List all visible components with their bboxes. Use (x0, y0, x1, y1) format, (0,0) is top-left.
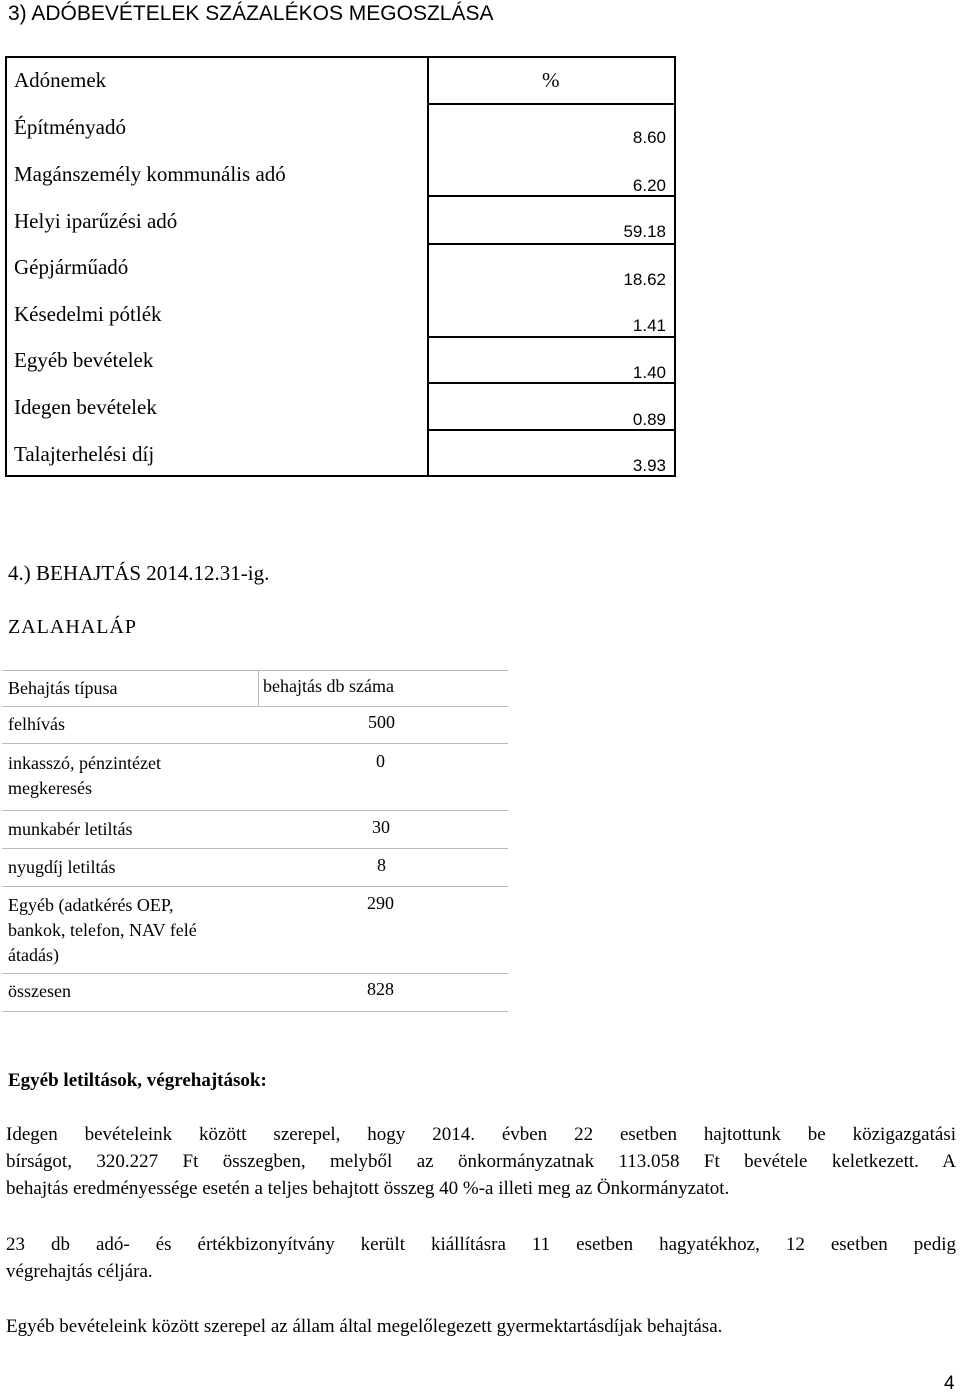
paragraph-foreign-revenue (6, 1121, 956, 1202)
table-row-divider (2, 973, 508, 974)
table-row-divider (2, 848, 508, 849)
tax-type-label: Építményadó (14, 115, 126, 139)
collection-count: 828 (367, 979, 394, 999)
table-header-count: behajtás db száma (263, 676, 394, 696)
table-row-divider (427, 103, 674, 105)
tax-type-label: Idegen bevételek (14, 395, 157, 419)
other-enforcements-heading: Egyéb letiltások, végrehajtások: (8, 1070, 267, 1091)
collection-count: 290 (367, 893, 394, 913)
tax-type-label: Helyi iparűzési adó (14, 209, 178, 233)
paragraph-line: végrehajtás céljára. (6, 1261, 153, 1282)
table-header-type: Behajtás típusa (8, 678, 118, 698)
collection-count: 30 (372, 817, 390, 837)
tax-type-label: Magánszemély kommunális adó (14, 162, 286, 186)
collection-type-line: átadás) (8, 945, 59, 965)
table-row-divider (427, 336, 674, 338)
collection-count: 8 (377, 855, 386, 875)
paragraph-line: Idegen bevételeink között szerepel, hogy 2014. évben 22 esetben hajtottunk be közigazgatási (6, 1124, 956, 1145)
collection-type: felhívás (8, 714, 65, 734)
collection-type-line: megkeresés (8, 778, 92, 798)
paragraph-line: behajtás eredményessége esetén a teljes behajtott összeg 40 %-a illeti meg az Önkormányzatot. (6, 1178, 730, 1199)
tax-percent-value: 0.89 (632, 410, 666, 429)
tax-type-label: Késedelmi pótlék (14, 302, 162, 326)
page-number: 4 (944, 1373, 955, 1394)
paragraph-line: bírságot, 320.227 Ft összegben, melyből az önkormányzatnak 113.058 Ft bevétele keletkezett. A (6, 1151, 956, 1172)
collection-table (2, 670, 508, 1012)
paragraph-child-support (6, 1313, 956, 1340)
tax-percent-value: 1.40 (632, 363, 666, 382)
table-row-divider (2, 743, 508, 744)
table-row-divider (427, 243, 674, 245)
tax-percent-value: 8.60 (632, 128, 666, 147)
tax-percent-value: 59.18 (623, 222, 666, 241)
collection-type-line: inkasszó, pénzintézet (8, 753, 161, 773)
tax-type-label: Talajterhelési díj (14, 442, 155, 466)
paragraph-line: Egyéb bevételeink között szerepel az állam által megelőlegezett gyermektartásdíjak behajtása. (6, 1316, 723, 1337)
collection-type: nyugdíj letiltás (8, 857, 116, 877)
section4-subtitle: ZALAHALÁP (8, 616, 137, 638)
tax-percent-value: 3.93 (632, 456, 666, 475)
tax-type-label: Gépjárműadó (14, 255, 129, 279)
tax-percent-value: 6.20 (632, 176, 666, 195)
collection-type: összesen (8, 981, 71, 1001)
paragraph-certificates (6, 1231, 956, 1285)
tax-type-label: Egyéb bevételek (14, 348, 154, 372)
table-header-percent: % (542, 68, 560, 92)
table-row-divider (2, 810, 508, 811)
collection-type: munkabér letiltás (8, 819, 133, 839)
table-header-label: Adónemek (14, 68, 107, 92)
table-row-divider (2, 706, 508, 707)
collection-count: 0 (376, 751, 385, 771)
collection-type (8, 751, 161, 801)
tax-percent-value: 18.62 (623, 270, 666, 289)
table-column-separator (258, 671, 259, 706)
collection-count: 500 (368, 712, 395, 732)
tax-distribution-table (5, 56, 676, 477)
section3-title: 3) ADÓBEVÉTELEK SZÁZALÉKOS MEGOSZLÁSA (8, 2, 494, 25)
collection-type-line: bankok, telefon, NAV felé (8, 920, 197, 940)
table-column-separator (427, 58, 429, 475)
paragraph-line: 23 db adó- és értékbizonyítvány került kiállításra 11 esetben hagyatékhoz, 12 esetben pedig (6, 1234, 956, 1255)
section4-title: 4.) BEHAJTÁS 2014.12.31-ig. (8, 561, 270, 585)
table-row-divider (2, 886, 508, 887)
collection-type-line: Egyéb (adatkérés OEP, (8, 895, 174, 915)
tax-percent-value: 1.41 (632, 316, 666, 335)
collection-type (8, 893, 197, 968)
